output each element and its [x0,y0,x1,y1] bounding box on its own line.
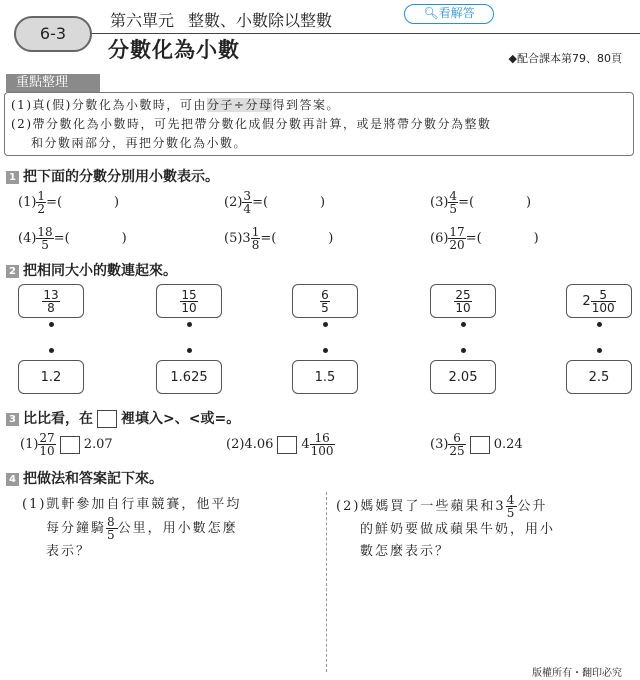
match-bottom-box[interactable]: 2.05 [430,360,496,394]
key-point-1: (1)真(假)分數化為小數時，可由分子÷分母得到答案。 [11,98,340,112]
match-top-box[interactable] [18,284,84,318]
q1-item: (2) $\frac{3}{4}$ =( ) [224,189,326,216]
match-dot[interactable] [49,322,54,327]
q3-item-2: (2)4.06 4 $\frac{16}{100}$ [226,431,334,458]
match-dot[interactable] [597,348,602,353]
match-top-box[interactable] [292,284,358,318]
magnifier-icon: 🔍︎ [423,6,439,20]
compare-answer-box[interactable] [60,436,80,454]
q3-item-3: (3) $\frac{6}{25}$ 0.24 [430,431,523,458]
view-answer-label: 看解答 [438,6,475,20]
q1-item: (5)3 $\frac{1}{8}$ =( ) [224,225,334,252]
fraction: $\frac{1}{2}$ [37,189,46,216]
answer-blank[interactable]: =( ) [53,231,127,246]
word-problem-2: (2)媽媽買了一些蘋果和3 $\frac{4}{5}$ 公升 的鮮奶要做成蘋果牛奶，用小 數怎麼表示？ [336,493,556,559]
match-dot[interactable] [461,348,466,353]
section-1-heading: 1 把下面的分數分別用小數表示。 [6,166,219,186]
match-bottom-box[interactable]: 1.2 [18,360,84,394]
match-top-box[interactable] [430,284,496,318]
view-answer-button[interactable] [404,4,494,24]
section-number: 1 [6,171,19,184]
fraction: $\frac{6}{25}$ [449,431,465,458]
answer-blank[interactable]: =( ) [465,231,539,246]
match-bottom-box[interactable]: 1.5 [292,360,358,394]
unit-title [110,8,332,31]
fraction: $\frac{3}{4}$ [243,189,252,216]
section-number: 2 [6,265,19,278]
match-bottom-box[interactable]: 2.5 [566,360,632,394]
textbook-page-reference: ◆配合課本第79、80頁 [508,52,622,65]
fraction: $\frac{8}{5}$ [107,515,117,542]
key-points-box [4,92,634,156]
page-title: 分數化為小數 [108,38,240,62]
section-3-heading: 3 比比看，在 裡填入>、<或=。 [6,408,240,428]
key-point-2: (2)帶分數化為小數時，可先把帶分數化成假分數再計算，或是將帶分數分為整數 [11,117,492,131]
q1-item: (3) $\frac{4}{5}$ =( ) [430,189,532,216]
section-number: 3 [6,413,19,426]
match-dot[interactable] [597,322,602,327]
fraction: $\frac{25}{10}$ [455,287,471,315]
section-number: 4 [6,473,19,486]
q1-item: (6) $\frac{17}{20}$ =( ) [430,225,539,252]
key-point-2-cont: 和分數兩部分，再把分數化為小數。 [31,136,248,150]
fraction: $\frac{5}{100}$ [591,287,615,315]
fraction: $\frac{15}{10}$ [181,287,197,315]
q1-item: (4) $\frac{18}{5}$ =( ) [18,225,127,252]
compare-answer-box[interactable] [277,436,297,454]
fraction: $\frac{27}{10}$ [39,431,55,458]
lesson-number-badge: 6-3 [14,16,92,52]
fraction: $\frac{13}{8}$ [43,287,59,315]
match-dot[interactable] [49,348,54,353]
highlight-formula: 分子÷分母 [206,98,273,112]
fraction: $\frac{4}{5}$ [506,493,517,520]
fraction: $\frac{16}{100}$ [310,431,334,458]
column-divider [326,492,327,672]
unit-label: 第六單元 [110,11,175,30]
compare-answer-box[interactable] [470,436,490,454]
section-4-heading: 4 把做法和答案記下來。 [6,468,163,488]
match-top-box[interactable] [156,284,222,318]
match-dot[interactable] [187,348,192,353]
q3-item-1: (1) $\frac{27}{10}$ 2.07 [20,431,113,458]
match-bottom-box[interactable]: 1.625 [156,360,222,394]
match-dot[interactable] [323,348,328,353]
unit-topic: 整數、小數除以整數 [188,11,333,30]
fraction: $\frac{18}{5}$ [37,225,53,252]
answer-blank[interactable]: =( ) [458,195,532,210]
fraction: $\frac{4}{5}$ [449,189,458,216]
answer-blank[interactable]: =( ) [260,231,334,246]
key-points-tab: 重點整理 [6,74,100,92]
match-top-box[interactable]: 2 $\frac{5}{100}$ [566,284,632,318]
section-2-heading: 2 把相同大小的數連起來。 [6,260,177,280]
answer-blank[interactable]: =( ) [252,195,326,210]
match-dot[interactable] [461,322,466,327]
answer-blank[interactable]: =( ) [46,195,120,210]
match-dot[interactable] [323,322,328,327]
fraction: $\frac{6}{5}$ [321,287,329,315]
fraction: $\frac{17}{20}$ [449,225,465,252]
q1-item: (1) $\frac{1}{2}$ =( ) [18,189,120,216]
copyright-notice: 版權所有・翻印必究 [532,668,622,679]
compare-box-sample [97,410,117,428]
word-problem-1: (1)凱軒參加自行車競賽，他平均 每分鐘騎 $\frac{8}{5}$ 公里，用小數怎麼 表示？ [22,497,242,559]
fraction: $\frac{1}{8}$ [251,225,260,252]
match-dot[interactable] [187,322,192,327]
